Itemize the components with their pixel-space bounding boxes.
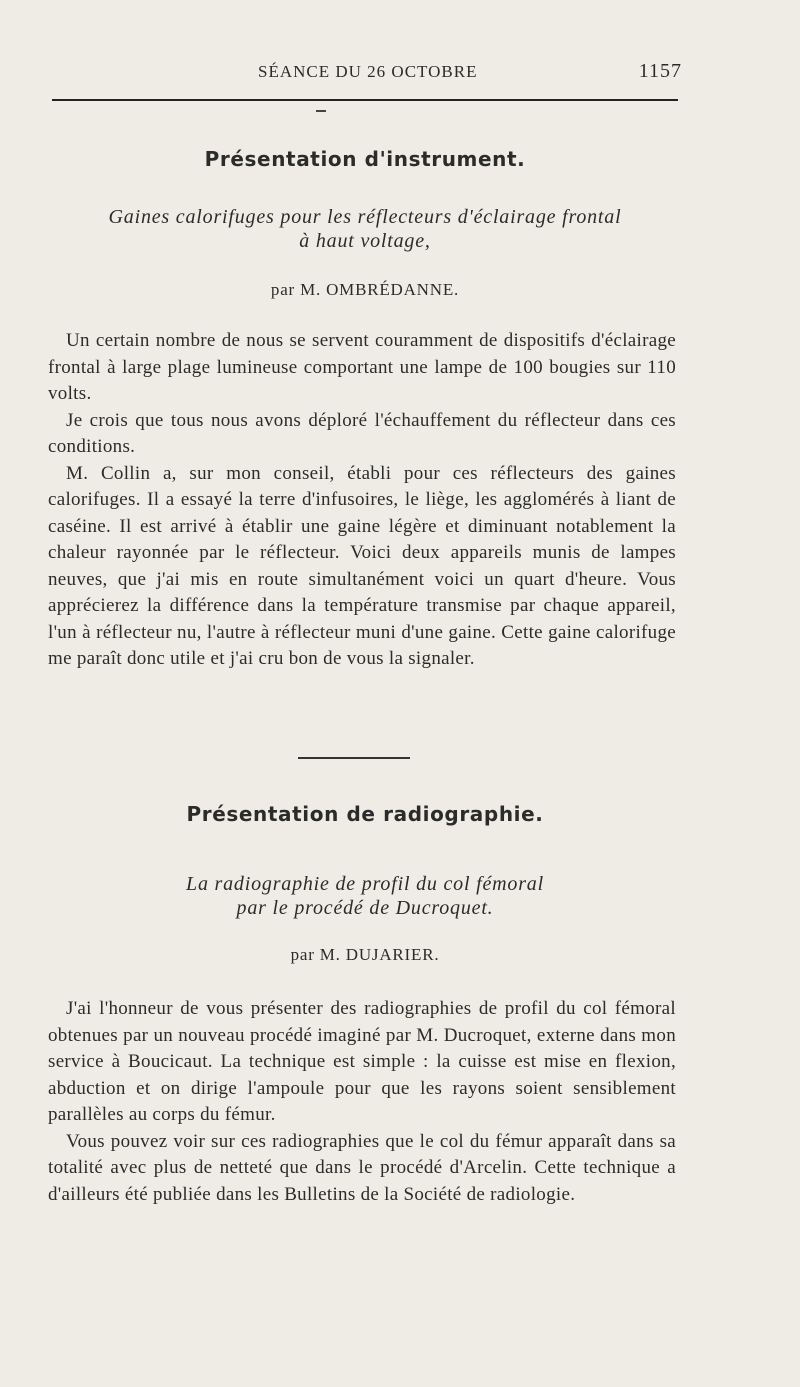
subtitle-line-1: Gaines calorifuges pour les réflecteurs d'éclairage frontal (108, 206, 622, 228)
subtitle-instrument (0, 205, 730, 253)
paragraph: J'ai l'honneur de vous présenter des radiographies de profil du col fémoral obtenues par un nouveau procédé imaginé par M. Ducroquet, externe dans mon service à Boucicaut. La technique est simple : la cuisse est mise en flexion, abduction et on dirige l'ampoule pour que les rayons soient sensiblement parallèles au corps du fémur. (48, 998, 676, 1125)
byline-ombredanne: par M. OMBRÉDANNE. (270, 280, 460, 299)
body-radiographie (48, 996, 676, 1208)
subtitle-line-2: par le procédé de Ducroquet. (236, 897, 494, 919)
section-separator-rule (298, 757, 410, 759)
subtitle-line-2: à haut voltage, (299, 230, 431, 252)
byline-dujarier: par M. DUJARIER. (290, 945, 440, 964)
subtitle-radiographie (0, 872, 730, 920)
running-title: SÉANCE DU 26 OCTOBRE (258, 62, 478, 81)
running-head (0, 60, 800, 84)
paragraph: Vous pouvez voir sur ces radiographies que le col du fémur apparaît dans sa totalité avec plus de netteté que dans le procédé d'Arcelin. Cette technique a d'ailleurs été publiée dans les Bulletins de la Société de radiologie. (48, 1130, 676, 1205)
header-tick-mark (316, 110, 326, 112)
paragraph: M. Collin a, sur mon conseil, établi pour ces réflecteurs des gaines calorifuges. Il a essayé la terre d'infusoires, le liège, les agglomérés à liant de caséine. Il est arrivé à établir une gaine légère et diminuant notablement la chaleur rayonnée par le réflecteur. Voici deux appareils munis de lampes neuves, que j'ai mis en route simultanément voici un quart d'heure. Vous apprécierez la différence dans la température transmise par chaque appareil, l'un à réflecteur nu, l'autre à réflecteur muni d'une gaine. Cette gaine calorifuge me paraît donc utile et j'ai cru bon de vous la signaler. (48, 462, 676, 669)
section-heading-instrument: Présentation d'instrument. (204, 147, 526, 171)
subtitle-line-1: La radiographie de profil du col fémoral (186, 873, 544, 895)
body-instrument (48, 328, 676, 673)
paragraph: Je crois que tous nous avons déploré l'échauffement du réflecteur dans ces conditions. (48, 409, 676, 457)
paragraph: Un certain nombre de nous se servent couramment de dispositifs d'éclairage frontal à large plage lumineuse comportant une lampe de 100 bougies sur 110 volts. (48, 330, 676, 404)
section-heading-radiographie: Présentation de radiographie. (186, 802, 544, 826)
header-rule (52, 99, 678, 101)
page-number: 1157 (638, 60, 682, 82)
